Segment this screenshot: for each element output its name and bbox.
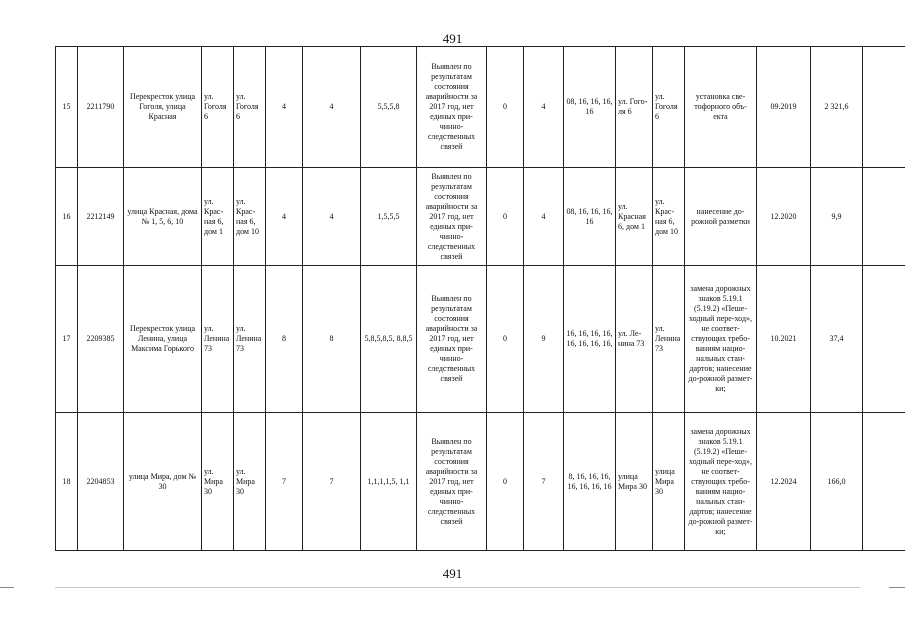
empty-cell <box>863 168 905 266</box>
start-address: ул. Крас-ная 6, дом 1 <box>202 168 234 266</box>
end-address: ул. Ленина 73 <box>234 266 266 413</box>
injured-count: 4 <box>524 47 564 168</box>
accidents-total: 4 <box>303 47 361 168</box>
deficiency-address-start: ул. Ле-нина 73 <box>616 266 653 413</box>
site-location: Перекресток улица Гоголя, улица Красная <box>124 47 202 168</box>
completion-date: 12.2020 <box>757 168 811 266</box>
planned-measure: нанесение до-рожной разметки <box>685 168 757 266</box>
empty-cell <box>863 47 905 168</box>
identification-reason: Выявлен по результатам состояния аварийности за 2017 год, нет единых при-чинно-следственных связей <box>417 266 487 413</box>
killed-count: 0 <box>487 266 524 413</box>
deficiency-address-start: улица Мира 30 <box>616 413 653 551</box>
accidents-count: 8 <box>266 266 303 413</box>
accidents-count: 7 <box>266 413 303 551</box>
row-number: 15 <box>56 47 78 168</box>
deficiency-address-end: улица Мира 30 <box>653 413 685 551</box>
accident-sites-table <box>55 46 905 551</box>
end-address: ул. Крас-ная 6, дом 10 <box>234 168 266 266</box>
planned-measure: замена дорожных знаков 5.19.1 (5.19.2) «Пеше-ходный пере-ход», не соответ-ствующих требо-ваниям нацио-нальных стан-дартов; нанесение до-рожной размет-ки; <box>685 266 757 413</box>
start-address: ул. Ленина 73 <box>202 266 234 413</box>
deficiency-codes: 8, 16, 16, 16, 16, 16, 16, 16 <box>564 413 616 551</box>
accident-type-codes: 1,5,5,5 <box>361 168 417 266</box>
injured-count: 4 <box>524 168 564 266</box>
end-address: ул. Мира 30 <box>234 413 266 551</box>
site-code: 2212149 <box>78 168 124 266</box>
empty-cell <box>863 266 905 413</box>
identification-reason: Выявлен по результатам состояния аварийности за 2017 год, нет единых при-чинно-следственных связей <box>417 47 487 168</box>
site-location: улица Мира, дом № 30 <box>124 413 202 551</box>
row-number: 17 <box>56 266 78 413</box>
cost: 37,4 <box>811 266 863 413</box>
page-number-top: 491 <box>442 31 463 46</box>
end-address: ул. Гоголя 6 <box>234 47 266 168</box>
injured-count: 7 <box>524 413 564 551</box>
cost: 166,0 <box>811 413 863 551</box>
site-code: 2211790 <box>78 47 124 168</box>
accidents-total: 4 <box>303 168 361 266</box>
table-row <box>56 266 905 413</box>
accidents-total: 8 <box>303 266 361 413</box>
killed-count: 0 <box>487 413 524 551</box>
deficiency-address-end: ул. Крас-ная 6, дом 10 <box>653 168 685 266</box>
page-separator <box>55 587 860 588</box>
empty-cell <box>863 413 905 551</box>
accident-type-codes: 5,8,5,8,5, 8,8,5 <box>361 266 417 413</box>
accidents-total: 7 <box>303 413 361 551</box>
page-number-bottom: 491 <box>442 566 463 581</box>
planned-measure: установка све-тофорного объ-екта <box>685 47 757 168</box>
start-address: ул. Мира 30 <box>202 413 234 551</box>
site-location: Перекресток улица Ленина, улица Максима Горького <box>124 266 202 413</box>
planned-measure: замена дорожных знаков 5.19.1 (5.19.2) «Пеше-ходный пере-ход», не соответ-ствующих требо-ваниям нацио-нальных стан-дартов; нанесение до-рожной размет-ки; <box>685 413 757 551</box>
cost: 9,9 <box>811 168 863 266</box>
identification-reason: Выявлен по результатам состояния аварийности за 2017 год, нет единых при-чинно-следственных связей <box>417 168 487 266</box>
completion-date: 09.2019 <box>757 47 811 168</box>
row-number: 18 <box>56 413 78 551</box>
deficiency-address-end: ул. Ленина 73 <box>653 266 685 413</box>
table-row <box>56 168 905 266</box>
accidents-count: 4 <box>266 168 303 266</box>
accidents-count: 4 <box>266 47 303 168</box>
site-code: 2209385 <box>78 266 124 413</box>
killed-count: 0 <box>487 47 524 168</box>
page-edge-mark-right <box>889 587 905 588</box>
accident-type-codes: 5,5,5,8 <box>361 47 417 168</box>
table-row <box>56 413 905 551</box>
site-code: 2204853 <box>78 413 124 551</box>
page-edge-mark-left <box>0 587 14 588</box>
deficiency-codes: 16, 16, 16, 16, 16, 16, 16, 16, <box>564 266 616 413</box>
row-number: 16 <box>56 168 78 266</box>
deficiency-codes: 08, 16, 16, 16, 16 <box>564 47 616 168</box>
accident-type-codes: 1,1,1,1,5, 1,1 <box>361 413 417 551</box>
completion-date: 10.2021 <box>757 266 811 413</box>
identification-reason: Выявлен по результатам состояния аварийности за 2017 год, нет единых при-чинно-следственных связей <box>417 413 487 551</box>
injured-count: 9 <box>524 266 564 413</box>
deficiency-codes: 08, 16, 16, 16, 16 <box>564 168 616 266</box>
start-address: ул. Гоголя 6 <box>202 47 234 168</box>
deficiency-address-start: ул. Гого-ля 6 <box>616 47 653 168</box>
deficiency-address-start: ул. Красная 6, дом 1 <box>616 168 653 266</box>
killed-count: 0 <box>487 168 524 266</box>
completion-date: 12.2024 <box>757 413 811 551</box>
site-location: улица Красная, дома № 1, 5, 6, 10 <box>124 168 202 266</box>
table-row <box>56 47 905 168</box>
cost: 2 321,6 <box>811 47 863 168</box>
deficiency-address-end: ул. Гоголя 6 <box>653 47 685 168</box>
